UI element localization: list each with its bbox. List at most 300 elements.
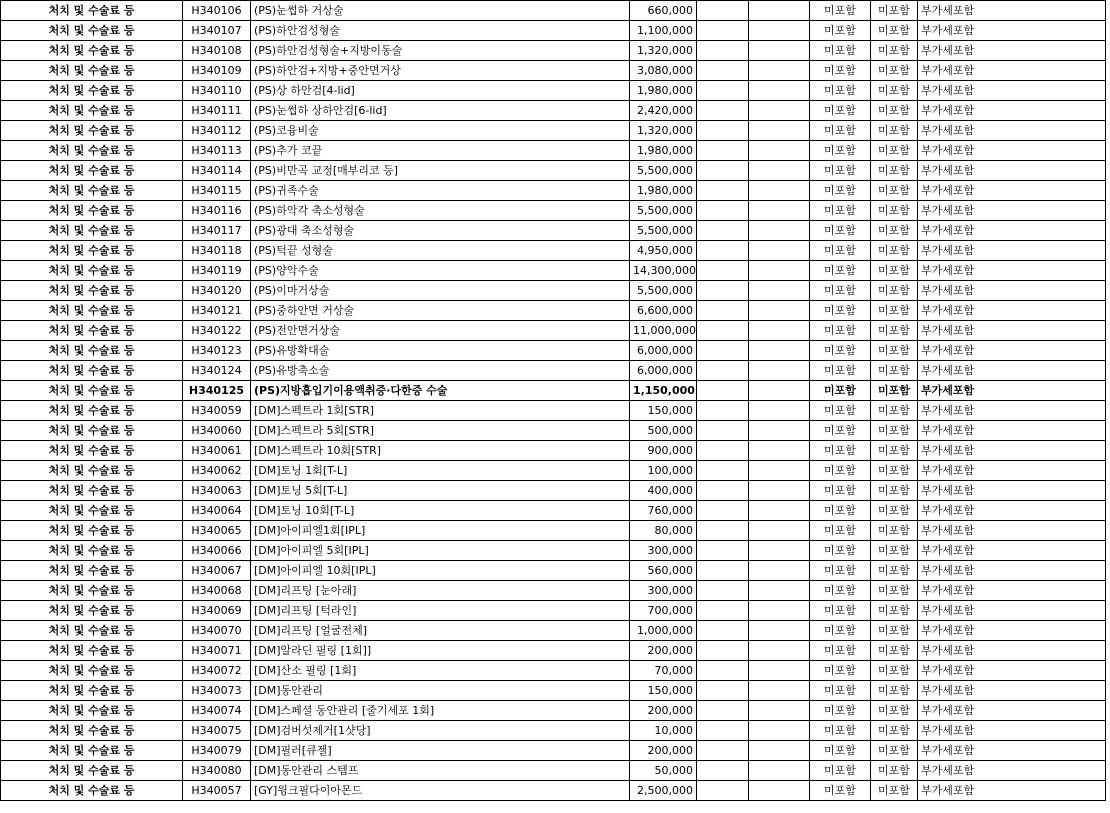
blank-cell bbox=[697, 381, 749, 401]
blank-cell bbox=[749, 641, 810, 661]
code-cell: H340074 bbox=[183, 701, 251, 721]
coverage-cell: 미포함 bbox=[810, 321, 871, 341]
vat-cell: 부가세포함 bbox=[918, 41, 1106, 61]
price-cell: 2,500,000 bbox=[630, 781, 697, 801]
code-cell: H340113 bbox=[183, 141, 251, 161]
coverage-cell: 미포함 bbox=[871, 601, 918, 621]
vat-cell: 부가세포함 bbox=[918, 601, 1106, 621]
code-cell: H340120 bbox=[183, 281, 251, 301]
code-cell: H340062 bbox=[183, 461, 251, 481]
code-cell: H340124 bbox=[183, 361, 251, 381]
item-name-cell: [DM]스펙트라 1회[STR] bbox=[251, 401, 630, 421]
coverage-cell: 미포함 bbox=[871, 181, 918, 201]
blank-cell bbox=[749, 141, 810, 161]
item-name-cell: (PS)광대 축소성형술 bbox=[251, 221, 630, 241]
coverage-cell: 미포함 bbox=[810, 241, 871, 261]
code-cell: H340072 bbox=[183, 661, 251, 681]
blank-cell bbox=[749, 61, 810, 81]
vat-cell: 부가세포함 bbox=[918, 141, 1106, 161]
category-cell: 처치 및 수술료 등 bbox=[1, 361, 183, 381]
coverage-cell: 미포함 bbox=[810, 701, 871, 721]
price-cell: 5,500,000 bbox=[630, 221, 697, 241]
blank-cell bbox=[749, 181, 810, 201]
vat-cell: 부가세포함 bbox=[918, 301, 1106, 321]
coverage-cell: 미포함 bbox=[810, 301, 871, 321]
blank-cell bbox=[749, 101, 810, 121]
blank-cell bbox=[697, 561, 749, 581]
blank-cell bbox=[697, 161, 749, 181]
coverage-cell: 미포함 bbox=[871, 581, 918, 601]
code-cell: H340106 bbox=[183, 1, 251, 21]
category-cell: 처치 및 수술료 등 bbox=[1, 581, 183, 601]
price-cell: 300,000 bbox=[630, 541, 697, 561]
code-cell: H340121 bbox=[183, 301, 251, 321]
vat-cell: 부가세포함 bbox=[918, 181, 1106, 201]
code-cell: H340114 bbox=[183, 161, 251, 181]
item-name-cell: (PS)코융비술 bbox=[251, 121, 630, 141]
price-cell: 5,500,000 bbox=[630, 201, 697, 221]
coverage-cell: 미포함 bbox=[871, 521, 918, 541]
category-cell: 처치 및 수술료 등 bbox=[1, 21, 183, 41]
item-name-cell: (PS)상 하안검[4-lid] bbox=[251, 81, 630, 101]
vat-cell: 부가세포함 bbox=[918, 361, 1106, 381]
vat-cell: 부가세포함 bbox=[918, 521, 1106, 541]
coverage-cell: 미포함 bbox=[871, 321, 918, 341]
table-row bbox=[1, 321, 1106, 341]
vat-cell: 부가세포함 bbox=[918, 81, 1106, 101]
blank-cell bbox=[697, 261, 749, 281]
price-cell: 560,000 bbox=[630, 561, 697, 581]
coverage-cell: 미포함 bbox=[871, 781, 918, 801]
coverage-cell: 미포함 bbox=[871, 341, 918, 361]
item-name-cell: [DM]필러[큐젤] bbox=[251, 741, 630, 761]
table-row bbox=[1, 441, 1106, 461]
blank-cell bbox=[697, 581, 749, 601]
price-cell: 500,000 bbox=[630, 421, 697, 441]
blank-cell bbox=[697, 101, 749, 121]
price-cell: 3,080,000 bbox=[630, 61, 697, 81]
coverage-cell: 미포함 bbox=[810, 341, 871, 361]
blank-cell bbox=[749, 741, 810, 761]
category-cell: 처치 및 수술료 등 bbox=[1, 101, 183, 121]
coverage-cell: 미포함 bbox=[871, 541, 918, 561]
table-row bbox=[1, 721, 1106, 741]
blank-cell bbox=[749, 121, 810, 141]
table-row bbox=[1, 681, 1106, 701]
item-name-cell: (PS)하안검성형술 bbox=[251, 21, 630, 41]
vat-cell: 부가세포함 bbox=[918, 481, 1106, 501]
coverage-cell: 미포함 bbox=[871, 61, 918, 81]
blank-cell bbox=[749, 261, 810, 281]
blank-cell bbox=[697, 621, 749, 641]
category-cell: 처치 및 수술료 등 bbox=[1, 601, 183, 621]
category-cell: 처치 및 수술료 등 bbox=[1, 181, 183, 201]
blank-cell bbox=[697, 781, 749, 801]
blank-cell bbox=[697, 21, 749, 41]
coverage-cell: 미포함 bbox=[810, 661, 871, 681]
vat-cell: 부가세포함 bbox=[918, 761, 1106, 781]
item-name-cell: (PS)턱끝 성형술 bbox=[251, 241, 630, 261]
blank-cell bbox=[697, 401, 749, 421]
table-row bbox=[1, 241, 1106, 261]
price-cell: 2,420,000 bbox=[630, 101, 697, 121]
price-cell: 1,980,000 bbox=[630, 81, 697, 101]
table-row bbox=[1, 621, 1106, 641]
blank-cell bbox=[697, 81, 749, 101]
coverage-cell: 미포함 bbox=[871, 481, 918, 501]
category-cell: 처치 및 수술료 등 bbox=[1, 541, 183, 561]
blank-cell bbox=[749, 21, 810, 41]
vat-cell: 부가세포함 bbox=[918, 161, 1106, 181]
price-cell: 50,000 bbox=[630, 761, 697, 781]
coverage-cell: 미포함 bbox=[871, 121, 918, 141]
table-row bbox=[1, 641, 1106, 661]
item-name-cell: [DM]리프팅 [눈아래] bbox=[251, 581, 630, 601]
coverage-cell: 미포함 bbox=[810, 181, 871, 201]
coverage-cell: 미포함 bbox=[871, 141, 918, 161]
coverage-cell: 미포함 bbox=[810, 161, 871, 181]
table-row bbox=[1, 221, 1106, 241]
coverage-cell: 미포함 bbox=[810, 501, 871, 521]
price-cell: 150,000 bbox=[630, 401, 697, 421]
vat-cell: 부가세포함 bbox=[918, 121, 1106, 141]
table-row bbox=[1, 761, 1106, 781]
blank-cell bbox=[697, 281, 749, 301]
code-cell: H340057 bbox=[183, 781, 251, 801]
table-row bbox=[1, 81, 1106, 101]
table-row bbox=[1, 701, 1106, 721]
item-name-cell: (PS)눈썹하 상하안검[6-lid] bbox=[251, 101, 630, 121]
vat-cell: 부가세포함 bbox=[918, 541, 1106, 561]
vat-cell: 부가세포함 bbox=[918, 21, 1106, 41]
blank-cell bbox=[697, 121, 749, 141]
table-row bbox=[1, 601, 1106, 621]
blank-cell bbox=[697, 341, 749, 361]
item-name-cell: [DM]동안관리 스템프 bbox=[251, 761, 630, 781]
coverage-cell: 미포함 bbox=[871, 641, 918, 661]
blank-cell bbox=[749, 321, 810, 341]
coverage-cell: 미포함 bbox=[871, 741, 918, 761]
code-cell: H340108 bbox=[183, 41, 251, 61]
category-cell: 처치 및 수술료 등 bbox=[1, 521, 183, 541]
item-name-cell: [DM]검버섯제거[1샷당] bbox=[251, 721, 630, 741]
coverage-cell: 미포함 bbox=[871, 361, 918, 381]
blank-cell bbox=[697, 41, 749, 61]
coverage-cell: 미포함 bbox=[810, 521, 871, 541]
category-cell: 처치 및 수술료 등 bbox=[1, 201, 183, 221]
code-cell: H340075 bbox=[183, 721, 251, 741]
vat-cell: 부가세포함 bbox=[918, 741, 1106, 761]
coverage-cell: 미포함 bbox=[810, 21, 871, 41]
category-cell: 처치 및 수술료 등 bbox=[1, 41, 183, 61]
price-cell: 70,000 bbox=[630, 661, 697, 681]
code-cell: H340079 bbox=[183, 741, 251, 761]
vat-cell: 부가세포함 bbox=[918, 681, 1106, 701]
category-cell: 처치 및 수술료 등 bbox=[1, 301, 183, 321]
blank-cell bbox=[697, 141, 749, 161]
item-name-cell: [DM]토닝 5회[T-L] bbox=[251, 481, 630, 501]
category-cell: 처치 및 수술료 등 bbox=[1, 561, 183, 581]
coverage-cell: 미포함 bbox=[871, 421, 918, 441]
category-cell: 처치 및 수술료 등 bbox=[1, 421, 183, 441]
category-cell: 처치 및 수술료 등 bbox=[1, 221, 183, 241]
vat-cell: 부가세포함 bbox=[918, 241, 1106, 261]
coverage-cell: 미포함 bbox=[871, 561, 918, 581]
item-name-cell: [DM]아이피엘 5회[IPL] bbox=[251, 541, 630, 561]
price-cell: 4,950,000 bbox=[630, 241, 697, 261]
coverage-cell: 미포함 bbox=[810, 781, 871, 801]
price-cell: 11,000,000 bbox=[630, 321, 697, 341]
item-name-cell: [DM]스페셜 동안관리 [줄기세포 1회] bbox=[251, 701, 630, 721]
category-cell: 처치 및 수술료 등 bbox=[1, 121, 183, 141]
code-cell: H340116 bbox=[183, 201, 251, 221]
category-cell: 처치 및 수술료 등 bbox=[1, 341, 183, 361]
coverage-cell: 미포함 bbox=[871, 21, 918, 41]
vat-cell: 부가세포함 bbox=[918, 281, 1106, 301]
coverage-cell: 미포함 bbox=[871, 221, 918, 241]
item-name-cell: (PS)추가 코끝 bbox=[251, 141, 630, 161]
blank-cell bbox=[749, 301, 810, 321]
blank-cell bbox=[749, 621, 810, 641]
code-cell: H340125 bbox=[183, 381, 251, 401]
category-cell: 처치 및 수술료 등 bbox=[1, 261, 183, 281]
table-row bbox=[1, 341, 1106, 361]
coverage-cell: 미포함 bbox=[871, 261, 918, 281]
blank-cell bbox=[749, 401, 810, 421]
table-row bbox=[1, 161, 1106, 181]
item-name-cell: [DM]동안관리 bbox=[251, 681, 630, 701]
coverage-cell: 미포함 bbox=[871, 161, 918, 181]
code-cell: H340107 bbox=[183, 21, 251, 41]
category-cell: 처치 및 수술료 등 bbox=[1, 641, 183, 661]
vat-cell: 부가세포함 bbox=[918, 661, 1106, 681]
blank-cell bbox=[749, 601, 810, 621]
code-cell: H340119 bbox=[183, 261, 251, 281]
blank-cell bbox=[697, 301, 749, 321]
blank-cell bbox=[697, 701, 749, 721]
blank-cell bbox=[749, 281, 810, 301]
code-cell: H340122 bbox=[183, 321, 251, 341]
category-cell: 처치 및 수술료 등 bbox=[1, 741, 183, 761]
vat-cell: 부가세포함 bbox=[918, 581, 1106, 601]
item-name-cell: (PS)유방확대술 bbox=[251, 341, 630, 361]
item-name-cell: [DM]스펙트라 10회[STR] bbox=[251, 441, 630, 461]
vat-cell: 부가세포함 bbox=[918, 441, 1106, 461]
price-cell: 400,000 bbox=[630, 481, 697, 501]
item-name-cell: [DM]아이피엘1회[IPL] bbox=[251, 521, 630, 541]
coverage-cell: 미포함 bbox=[810, 401, 871, 421]
vat-cell: 부가세포함 bbox=[918, 221, 1106, 241]
price-cell: 1,320,000 bbox=[630, 41, 697, 61]
price-cell: 900,000 bbox=[630, 441, 697, 461]
item-name-cell: (PS)하안검성형술+지방이동술 bbox=[251, 41, 630, 61]
coverage-cell: 미포함 bbox=[871, 41, 918, 61]
price-cell: 760,000 bbox=[630, 501, 697, 521]
coverage-cell: 미포함 bbox=[871, 201, 918, 221]
coverage-cell: 미포함 bbox=[810, 61, 871, 81]
coverage-cell: 미포함 bbox=[810, 1, 871, 21]
blank-cell bbox=[749, 461, 810, 481]
coverage-cell: 미포함 bbox=[810, 261, 871, 281]
blank-cell bbox=[697, 761, 749, 781]
code-cell: H340117 bbox=[183, 221, 251, 241]
price-cell: 1,100,000 bbox=[630, 21, 697, 41]
vat-cell: 부가세포함 bbox=[918, 321, 1106, 341]
code-cell: H340061 bbox=[183, 441, 251, 461]
blank-cell bbox=[697, 61, 749, 81]
category-cell: 처치 및 수술료 등 bbox=[1, 621, 183, 641]
table-row bbox=[1, 1, 1106, 21]
coverage-cell: 미포함 bbox=[810, 381, 871, 401]
code-cell: H340071 bbox=[183, 641, 251, 661]
blank-cell bbox=[749, 661, 810, 681]
blank-cell bbox=[749, 701, 810, 721]
table-row bbox=[1, 781, 1106, 801]
coverage-cell: 미포함 bbox=[810, 621, 871, 641]
price-cell: 300,000 bbox=[630, 581, 697, 601]
coverage-cell: 미포함 bbox=[810, 681, 871, 701]
table-row bbox=[1, 361, 1106, 381]
price-cell: 700,000 bbox=[630, 601, 697, 621]
item-name-cell: [DM]스펙트라 5회[STR] bbox=[251, 421, 630, 441]
coverage-cell: 미포함 bbox=[871, 101, 918, 121]
price-cell: 1,980,000 bbox=[630, 141, 697, 161]
price-cell: 14,300,000 bbox=[630, 261, 697, 281]
category-cell: 처치 및 수술료 등 bbox=[1, 281, 183, 301]
blank-cell bbox=[749, 41, 810, 61]
vat-cell: 부가세포함 bbox=[918, 1, 1106, 21]
table-row bbox=[1, 501, 1106, 521]
vat-cell: 부가세포함 bbox=[918, 501, 1106, 521]
table-row bbox=[1, 301, 1106, 321]
coverage-cell: 미포함 bbox=[871, 621, 918, 641]
category-cell: 처치 및 수술료 등 bbox=[1, 681, 183, 701]
price-cell: 6,600,000 bbox=[630, 301, 697, 321]
price-cell: 200,000 bbox=[630, 641, 697, 661]
coverage-cell: 미포함 bbox=[810, 541, 871, 561]
blank-cell bbox=[749, 421, 810, 441]
coverage-cell: 미포함 bbox=[810, 441, 871, 461]
blank-cell bbox=[697, 741, 749, 761]
code-cell: H340064 bbox=[183, 501, 251, 521]
item-name-cell: (PS)하안검+지방+중안면거상 bbox=[251, 61, 630, 81]
coverage-cell: 미포함 bbox=[810, 761, 871, 781]
blank-cell bbox=[749, 501, 810, 521]
item-name-cell: (PS)유방축소술 bbox=[251, 361, 630, 381]
coverage-cell: 미포함 bbox=[810, 141, 871, 161]
price-cell: 200,000 bbox=[630, 701, 697, 721]
price-cell: 6,000,000 bbox=[630, 341, 697, 361]
item-name-cell: [DM]토닝 1회[T-L] bbox=[251, 461, 630, 481]
price-cell: 1,320,000 bbox=[630, 121, 697, 141]
category-cell: 처치 및 수술료 등 bbox=[1, 141, 183, 161]
blank-cell bbox=[697, 661, 749, 681]
item-name-cell: (PS)전안면거상술 bbox=[251, 321, 630, 341]
price-cell: 5,500,000 bbox=[630, 161, 697, 181]
coverage-cell: 미포함 bbox=[871, 281, 918, 301]
item-name-cell: [DM]산소 필링 [1회] bbox=[251, 661, 630, 681]
item-name-cell: (PS)중하안면 거상술 bbox=[251, 301, 630, 321]
blank-cell bbox=[749, 681, 810, 701]
code-cell: H340080 bbox=[183, 761, 251, 781]
blank-cell bbox=[749, 521, 810, 541]
code-cell: H340067 bbox=[183, 561, 251, 581]
price-cell: 5,500,000 bbox=[630, 281, 697, 301]
vat-cell: 부가세포함 bbox=[918, 641, 1106, 661]
coverage-cell: 미포함 bbox=[871, 241, 918, 261]
code-cell: H340065 bbox=[183, 521, 251, 541]
coverage-cell: 미포함 bbox=[871, 721, 918, 741]
category-cell: 처치 및 수술료 등 bbox=[1, 721, 183, 741]
code-cell: H340059 bbox=[183, 401, 251, 421]
coverage-cell: 미포함 bbox=[810, 461, 871, 481]
vat-cell: 부가세포함 bbox=[918, 401, 1106, 421]
blank-cell bbox=[697, 181, 749, 201]
coverage-cell: 미포함 bbox=[810, 361, 871, 381]
vat-cell: 부가세포함 bbox=[918, 781, 1106, 801]
blank-cell bbox=[697, 441, 749, 461]
table-row bbox=[1, 381, 1106, 401]
price-cell: 10,000 bbox=[630, 721, 697, 741]
coverage-cell: 미포함 bbox=[810, 581, 871, 601]
category-cell: 처치 및 수술료 등 bbox=[1, 321, 183, 341]
category-cell: 처치 및 수술료 등 bbox=[1, 381, 183, 401]
coverage-cell: 미포함 bbox=[810, 481, 871, 501]
coverage-cell: 미포함 bbox=[810, 281, 871, 301]
coverage-cell: 미포함 bbox=[810, 601, 871, 621]
coverage-cell: 미포함 bbox=[871, 81, 918, 101]
coverage-cell: 미포함 bbox=[871, 701, 918, 721]
coverage-cell: 미포함 bbox=[871, 661, 918, 681]
blank-cell bbox=[697, 601, 749, 621]
item-name-cell: (PS)양악수술 bbox=[251, 261, 630, 281]
price-cell: 200,000 bbox=[630, 741, 697, 761]
item-name-cell: [DM]토닝 10회[T-L] bbox=[251, 501, 630, 521]
item-name-cell: [DM]리프팅 [턱라인] bbox=[251, 601, 630, 621]
coverage-cell: 미포함 bbox=[810, 221, 871, 241]
table-row bbox=[1, 401, 1106, 421]
vat-cell: 부가세포함 bbox=[918, 261, 1106, 281]
item-name-cell: [DM]아이피엘 10회[IPL] bbox=[251, 561, 630, 581]
blank-cell bbox=[697, 1, 749, 21]
coverage-cell: 미포함 bbox=[810, 81, 871, 101]
vat-cell: 부가세포함 bbox=[918, 61, 1106, 81]
category-cell: 처치 및 수술료 등 bbox=[1, 461, 183, 481]
blank-cell bbox=[697, 641, 749, 661]
coverage-cell: 미포함 bbox=[871, 441, 918, 461]
table-row bbox=[1, 61, 1106, 81]
blank-cell bbox=[749, 761, 810, 781]
category-cell: 처치 및 수술료 등 bbox=[1, 441, 183, 461]
price-cell: 660,000 bbox=[630, 1, 697, 21]
category-cell: 처치 및 수술료 등 bbox=[1, 81, 183, 101]
coverage-cell: 미포함 bbox=[871, 681, 918, 701]
table-row bbox=[1, 561, 1106, 581]
code-cell: H340073 bbox=[183, 681, 251, 701]
vat-cell: 부가세포함 bbox=[918, 101, 1106, 121]
item-name-cell: (PS)비만곡 교정[매부리코 등] bbox=[251, 161, 630, 181]
blank-cell bbox=[749, 721, 810, 741]
coverage-cell: 미포함 bbox=[871, 461, 918, 481]
vat-cell: 부가세포함 bbox=[918, 341, 1106, 361]
price-cell: 1,150,000 bbox=[630, 381, 697, 401]
table-row bbox=[1, 481, 1106, 501]
blank-cell bbox=[749, 361, 810, 381]
blank-cell bbox=[749, 241, 810, 261]
coverage-cell: 미포함 bbox=[871, 761, 918, 781]
coverage-cell: 미포함 bbox=[871, 301, 918, 321]
table-row bbox=[1, 181, 1106, 201]
